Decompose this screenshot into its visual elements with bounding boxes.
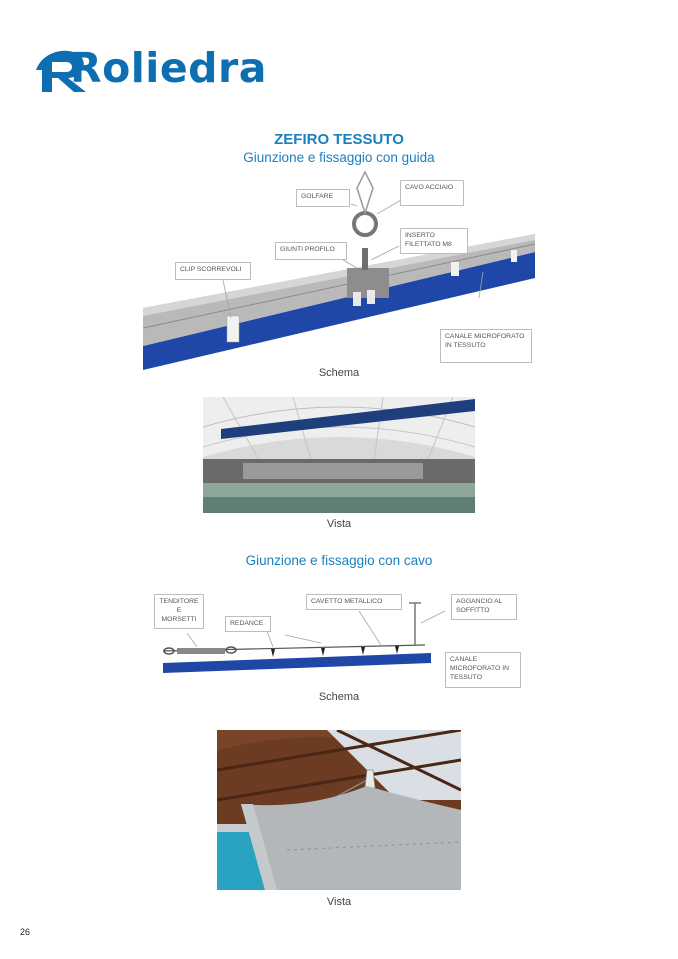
label-tenditore-morsetti: TENDITORE E MORSETTI bbox=[154, 594, 204, 629]
label-inserto-filettato: INSERTO FILETTATO M8 bbox=[400, 228, 468, 254]
brand-name: Roliedra bbox=[70, 44, 267, 92]
page-subtitle: Giunzione e fissaggio con guida bbox=[243, 150, 435, 165]
photo2-caption: Vista bbox=[326, 896, 352, 908]
diagram1-caption: Schema bbox=[318, 367, 360, 379]
pool-cable-photo-illustration bbox=[217, 730, 461, 890]
label-canale-microforato-2: CANALE MICROFORATO IN TESSUTO bbox=[445, 652, 521, 688]
page-title: ZEFIRO TESSUTO bbox=[274, 131, 404, 148]
diagram2-caption: Schema bbox=[318, 691, 360, 703]
photo1-caption: Vista bbox=[326, 518, 352, 530]
label-golfare: GOLFARE bbox=[296, 189, 350, 207]
label-redance: REDANCE bbox=[225, 616, 271, 632]
duct-blue-cable-shape bbox=[163, 653, 431, 673]
label-giunti-profilo: GIUNTI PROFILO bbox=[275, 242, 347, 260]
pool-photo-illustration bbox=[203, 397, 475, 513]
label-clip-scorrevoli: CLIP SCORREVOLI bbox=[175, 262, 251, 280]
label-cavetto-metallico: CAVETTO METALLICO bbox=[306, 594, 402, 610]
label-canale-microforato: CANALE MICROFORATO IN TESSUTO bbox=[440, 329, 532, 363]
label-cavo-acciaio: CAVO ACCIAIO bbox=[400, 180, 464, 206]
page-number: 26 bbox=[20, 927, 31, 937]
section-title-cable: Giunzione e fissaggio con cavo bbox=[245, 553, 433, 568]
photo-pool-guide bbox=[203, 397, 475, 513]
photo-pool-cable bbox=[217, 730, 461, 890]
label-aggancio-soffitto: AGGANCIO AL SOFFITTO bbox=[451, 594, 517, 620]
